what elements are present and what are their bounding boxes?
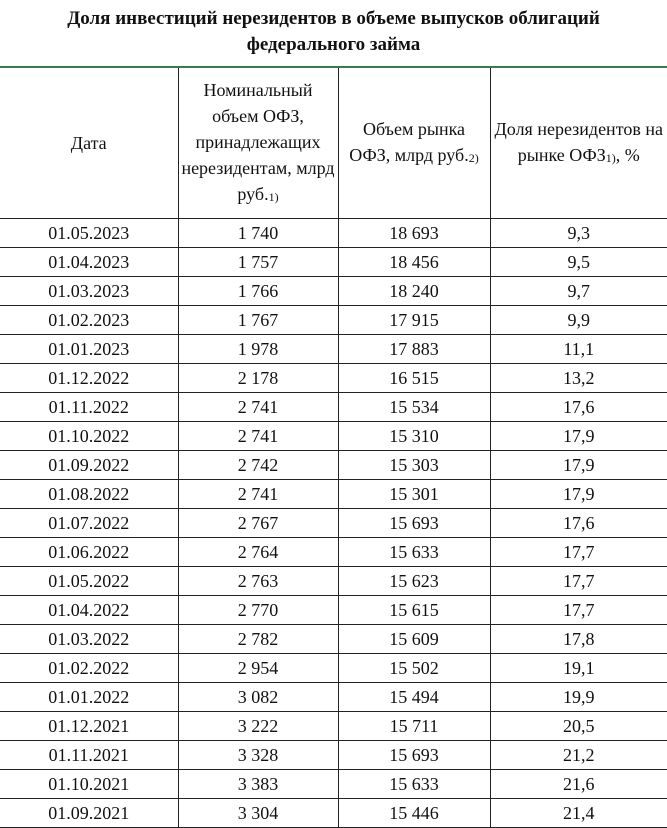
footnote-ref: 1): [268, 189, 279, 204]
header-date: Дата: [0, 68, 178, 219]
cell-date: 01.11.2022: [0, 393, 178, 422]
cell-nominal-volume: 2 954: [178, 654, 338, 683]
cell-nominal-volume: 1 767: [178, 306, 338, 335]
cell-nominal-volume: 2 764: [178, 538, 338, 567]
cell-date: 01.10.2022: [0, 422, 178, 451]
cell-nonresident-share: 21,4: [490, 799, 667, 828]
cell-date: 01.10.2021: [0, 770, 178, 799]
cell-nonresident-share: 20,5: [490, 712, 667, 741]
cell-market-volume: 18 693: [338, 219, 490, 248]
table-row: [0, 654, 667, 683]
footnote-ref: 1): [605, 150, 616, 165]
table-row: [0, 219, 667, 248]
cell-nominal-volume: 2 742: [178, 451, 338, 480]
cell-nonresident-share: 9,9: [490, 306, 667, 335]
table-row: [0, 335, 667, 364]
cell-nonresident-share: 17,6: [490, 393, 667, 422]
table-row: [0, 538, 667, 567]
cell-nonresident-share: 17,6: [490, 509, 667, 538]
cell-date: 01.12.2021: [0, 712, 178, 741]
cell-market-volume: 15 693: [338, 741, 490, 770]
cell-nonresident-share: 17,9: [490, 480, 667, 509]
cell-market-volume: 15 633: [338, 538, 490, 567]
table-row: [0, 393, 667, 422]
cell-nonresident-share: 17,9: [490, 422, 667, 451]
table-row: [0, 480, 667, 509]
cell-date: 01.05.2023: [0, 219, 178, 248]
table-row: [0, 567, 667, 596]
table-row: [0, 596, 667, 625]
table-header-row: [0, 68, 667, 219]
cell-nonresident-share: 19,1: [490, 654, 667, 683]
cell-market-volume: 15 534: [338, 393, 490, 422]
cell-nonresident-share: 17,9: [490, 451, 667, 480]
cell-nominal-volume: 2 770: [178, 596, 338, 625]
cell-market-volume: 18 456: [338, 248, 490, 277]
cell-market-volume: 15 623: [338, 567, 490, 596]
table-row: [0, 712, 667, 741]
table-row: [0, 248, 667, 277]
cell-date: 01.12.2022: [0, 364, 178, 393]
cell-nonresident-share: 21,2: [490, 741, 667, 770]
cell-market-volume: 15 301: [338, 480, 490, 509]
cell-nonresident-share: 9,5: [490, 248, 667, 277]
cell-nonresident-share: 17,8: [490, 625, 667, 654]
cell-nominal-volume: 2 741: [178, 480, 338, 509]
cell-nominal-volume: 2 767: [178, 509, 338, 538]
cell-nonresident-share: 17,7: [490, 596, 667, 625]
table-row: [0, 422, 667, 451]
cell-market-volume: 15 303: [338, 451, 490, 480]
cell-nominal-volume: 2 782: [178, 625, 338, 654]
cell-nominal-volume: 2 741: [178, 422, 338, 451]
cell-nonresident-share: 19,9: [490, 683, 667, 712]
cell-date: 01.05.2022: [0, 567, 178, 596]
table-row: [0, 277, 667, 306]
cell-date: 01.04.2023: [0, 248, 178, 277]
cell-date: 01.09.2021: [0, 799, 178, 828]
header-nonresident-share: Доля нерезидентов на рынке $ОФЗ_{1)}$, %: [490, 68, 667, 219]
cell-market-volume: 15 609: [338, 625, 490, 654]
cell-date: 01.06.2022: [0, 538, 178, 567]
cell-nonresident-share: 13,2: [490, 364, 667, 393]
cell-market-volume: 15 711: [338, 712, 490, 741]
cell-nonresident-share: 21,6: [490, 770, 667, 799]
cell-market-volume: 16 515: [338, 364, 490, 393]
cell-nominal-volume: 3 328: [178, 741, 338, 770]
title-line-1: Доля инвестиций нерезидентов в объеме выпусков облигаций: [67, 8, 600, 29]
cell-nominal-volume: 2 763: [178, 567, 338, 596]
table-row: [0, 306, 667, 335]
cell-date: 01.01.2022: [0, 683, 178, 712]
cell-nominal-volume: 2 178: [178, 364, 338, 393]
table-row: [0, 625, 667, 654]
cell-market-volume: 15 615: [338, 596, 490, 625]
table-body: [0, 219, 667, 828]
cell-nonresident-share: 17,7: [490, 567, 667, 596]
cell-market-volume: 15 633: [338, 770, 490, 799]
cell-market-volume: 15 494: [338, 683, 490, 712]
table-row: [0, 741, 667, 770]
cell-date: 01.09.2022: [0, 451, 178, 480]
cell-nonresident-share: 11,1: [490, 335, 667, 364]
cell-market-volume: 17 883: [338, 335, 490, 364]
header-nominal-volume: Номинальный объем ОФЗ, принадлежащих нерезидентам, млрд $руб._{1)}$: [178, 68, 338, 219]
cell-nominal-volume: 3 222: [178, 712, 338, 741]
cell-market-volume: 15 502: [338, 654, 490, 683]
cell-nominal-volume: 1 740: [178, 219, 338, 248]
cell-nonresident-share: 9,3: [490, 219, 667, 248]
table-row: [0, 799, 667, 828]
cell-date: 01.08.2022: [0, 480, 178, 509]
cell-date: 01.11.2021: [0, 741, 178, 770]
cell-nominal-volume: 3 304: [178, 799, 338, 828]
cell-nominal-volume: 2 741: [178, 393, 338, 422]
cell-market-volume: 18 240: [338, 277, 490, 306]
cell-market-volume: 15 446: [338, 799, 490, 828]
cell-market-volume: 15 693: [338, 509, 490, 538]
cell-nominal-volume: 1 766: [178, 277, 338, 306]
table-row: [0, 451, 667, 480]
cell-date: 01.02.2022: [0, 654, 178, 683]
table-row: [0, 770, 667, 799]
table-title: [0, 6, 667, 58]
cell-market-volume: 17 915: [338, 306, 490, 335]
cell-nominal-volume: 1 978: [178, 335, 338, 364]
title-line-2: федерального займа: [246, 34, 421, 55]
cell-date: 01.03.2022: [0, 625, 178, 654]
footnote-ref: 2): [468, 150, 479, 165]
header-market-volume: Объем рынка ОФЗ, млрд $руб._{2)}$: [338, 68, 490, 219]
cell-nominal-volume: 1 757: [178, 248, 338, 277]
table-row: [0, 509, 667, 538]
table-row: [0, 364, 667, 393]
cell-nominal-volume: 3 383: [178, 770, 338, 799]
cell-nominal-volume: 3 082: [178, 683, 338, 712]
cell-date: 01.07.2022: [0, 509, 178, 538]
cell-nonresident-share: 17,7: [490, 538, 667, 567]
cell-nonresident-share: 9,7: [490, 277, 667, 306]
cell-date: 01.03.2023: [0, 277, 178, 306]
nonresident-ofz-table: [0, 68, 667, 828]
cell-date: 01.02.2023: [0, 306, 178, 335]
table-row: [0, 683, 667, 712]
cell-market-volume: 15 310: [338, 422, 490, 451]
cell-date: 01.04.2022: [0, 596, 178, 625]
cell-date: 01.01.2023: [0, 335, 178, 364]
